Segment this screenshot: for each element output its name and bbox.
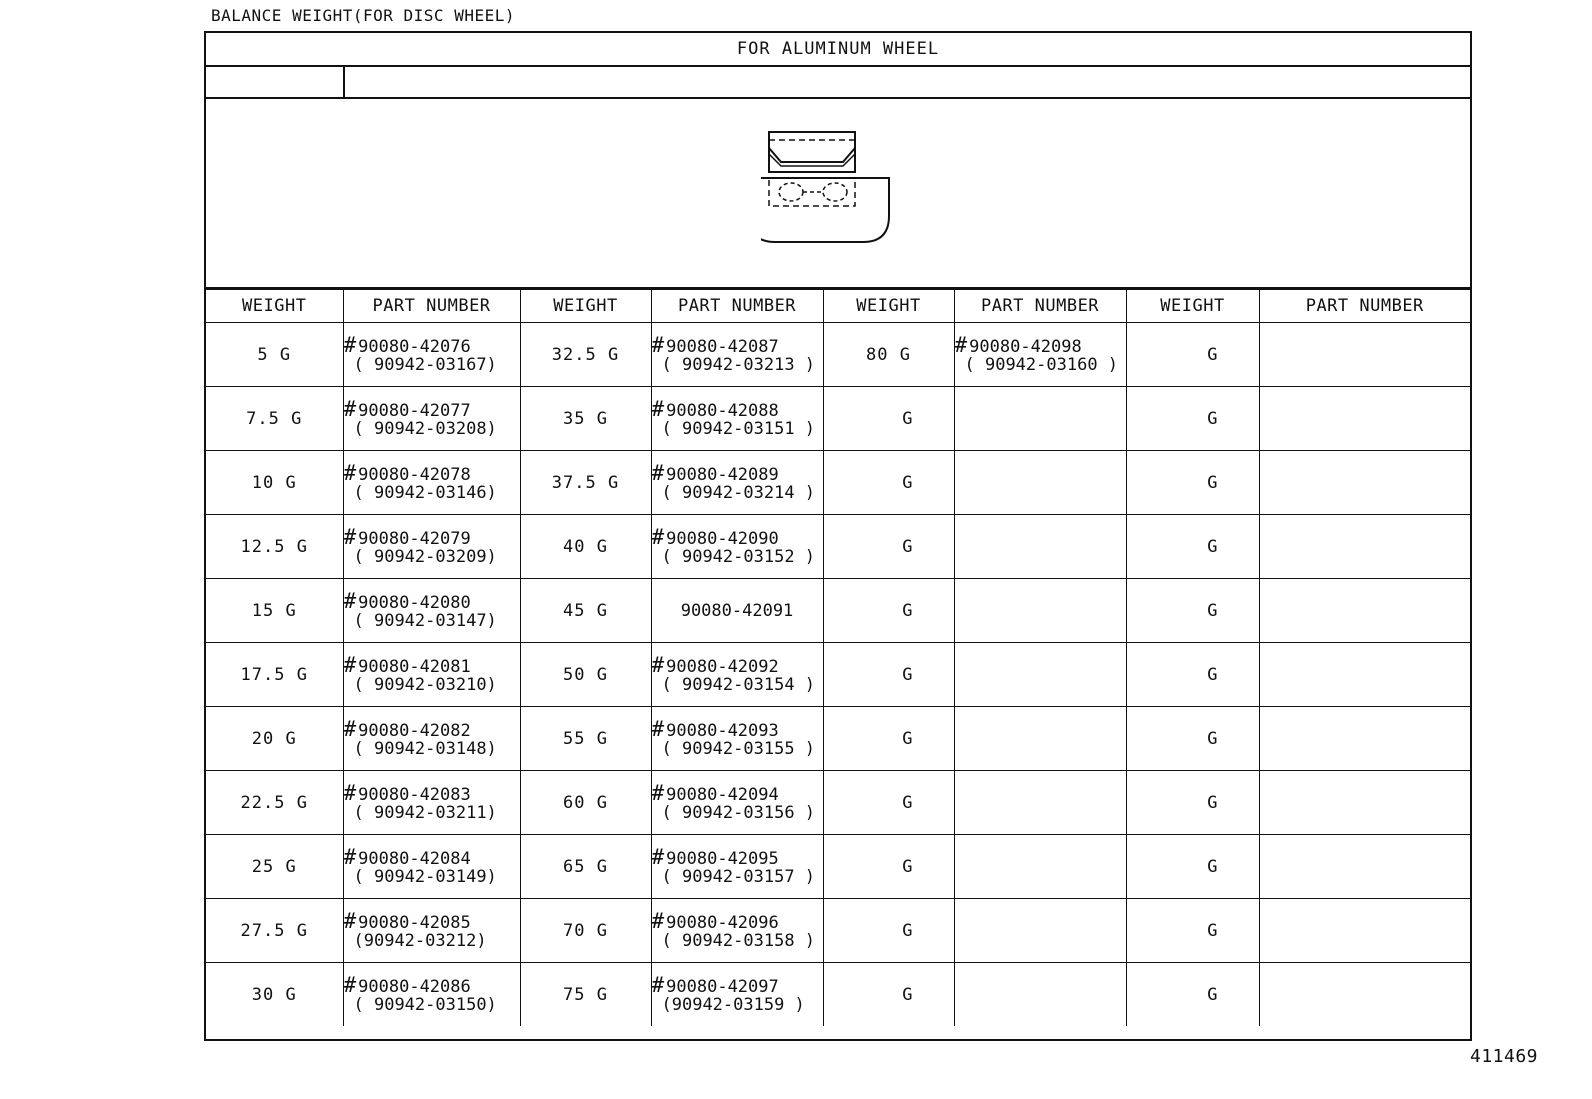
part-number-cell — [651, 515, 823, 579]
part-number-line — [651, 780, 823, 805]
part-number-cell — [343, 515, 520, 579]
alt-part-number: ( 90942-03148) — [353, 738, 497, 759]
alt-part-number: ( 90942-03151 ) — [661, 418, 816, 439]
weight-cell: 25 G — [206, 835, 343, 899]
part-number: 90080-42097 — [666, 976, 779, 997]
balance-weight-clip-icon — [761, 124, 921, 244]
alt-part-number: ( 90942-03147) — [353, 610, 497, 631]
weight-cell: 15 G — [206, 579, 343, 643]
alt-part-number: ( 90942-03155 ) — [661, 738, 816, 759]
part-number: 90080-42095 — [666, 848, 779, 869]
hash-mark: # — [343, 716, 357, 741]
weight-cell: 70 G — [520, 899, 651, 963]
hash-mark: # — [651, 780, 665, 805]
weight-cell: 65 G — [520, 835, 651, 899]
weight-cell: 60 G — [520, 771, 651, 835]
part-number-line — [343, 972, 520, 997]
hash-mark: # — [651, 972, 665, 997]
part-number-cell — [343, 387, 520, 451]
weight-cell: G — [1126, 387, 1259, 451]
part-number-cell — [954, 451, 1126, 515]
part-number-cell — [1259, 323, 1470, 387]
part-number-cell — [343, 451, 520, 515]
weight-cell: 30 G — [206, 963, 343, 1027]
hash-mark: # — [343, 652, 357, 677]
part-number-cell — [651, 771, 823, 835]
part-number-line — [343, 524, 520, 549]
column-header-part-number: PART NUMBER — [651, 290, 823, 323]
part-number-cell — [954, 579, 1126, 643]
part-number-line — [343, 780, 520, 805]
part-number: 90080-42093 — [666, 720, 779, 741]
part-number-line — [343, 588, 520, 613]
weight-cell: 10 G — [206, 451, 343, 515]
part-number-cell — [651, 451, 823, 515]
document-title: BALANCE WEIGHT(FOR DISC WHEEL) — [211, 6, 515, 25]
part-number-cell — [651, 643, 823, 707]
part-number-cell — [954, 707, 1126, 771]
part-number-line — [954, 332, 1126, 357]
part-number-cell — [1259, 515, 1470, 579]
part-number: 90080-42080 — [358, 592, 471, 613]
part-number-cell — [1259, 835, 1470, 899]
alt-part-number: ( 90942-03214 ) — [661, 482, 816, 503]
blank-label-row — [206, 67, 1470, 99]
part-number-cell — [1259, 579, 1470, 643]
part-number: 90080-42084 — [358, 848, 471, 869]
table-row — [206, 579, 1470, 643]
weight-cell: 27.5 G — [206, 899, 343, 963]
part-number-cell — [651, 579, 823, 643]
hash-mark: # — [651, 396, 665, 421]
part-number: 90080-42096 — [666, 912, 779, 933]
part-number-cell — [651, 835, 823, 899]
weight-cell: G — [1126, 899, 1259, 963]
table-row — [206, 835, 1470, 899]
part-number: 90080-42077 — [358, 400, 471, 421]
alt-part-number: ( 90942-03156 ) — [661, 802, 816, 823]
hash-mark: # — [651, 332, 665, 357]
alt-part-number: ( 90942-03160 ) — [964, 354, 1119, 375]
weight-cell: G — [1126, 707, 1259, 771]
hash-mark: # — [343, 524, 357, 549]
alt-part-number: ( 90942-03157 ) — [661, 866, 816, 887]
weight-cell: 55 G — [520, 707, 651, 771]
reference-number: 411469 — [1470, 1046, 1539, 1067]
part-number-cell — [343, 579, 520, 643]
column-header-part-number: PART NUMBER — [954, 290, 1126, 323]
part-number-cell — [343, 963, 520, 1027]
weight-cell: G — [823, 899, 954, 963]
part-number-line — [651, 844, 823, 869]
weight-cell: G — [1126, 771, 1259, 835]
part-number-line — [651, 524, 823, 549]
part-number-cell — [954, 387, 1126, 451]
part-number: 90080-42086 — [358, 976, 471, 997]
table-row — [206, 323, 1470, 387]
part-number-cell — [1259, 771, 1470, 835]
part-number-line — [651, 972, 823, 997]
weight-cell: 37.5 G — [520, 451, 651, 515]
part-number: 90080-42089 — [666, 464, 779, 485]
part-number: 90080-42085 — [358, 912, 471, 933]
weight-cell: G — [1126, 515, 1259, 579]
hash-mark: # — [651, 908, 665, 933]
weight-cell: G — [823, 643, 954, 707]
part-number: 90080-42092 — [666, 656, 779, 677]
part-number: 90080-42083 — [358, 784, 471, 805]
part-number-line — [343, 396, 520, 421]
hash-mark: # — [343, 972, 357, 997]
weight-cell: G — [823, 835, 954, 899]
column-header-part-number: PART NUMBER — [1259, 290, 1470, 323]
weight-cell: G — [823, 451, 954, 515]
part-number: 90080-42091 — [680, 600, 794, 621]
hash-mark: # — [343, 588, 357, 613]
alt-part-number: ( 90942-03154 ) — [661, 674, 816, 695]
part-number-cell — [651, 899, 823, 963]
part-number-line — [651, 908, 823, 933]
part-number-cell — [343, 771, 520, 835]
part-number: 90080-42088 — [666, 400, 779, 421]
part-number-cell — [954, 835, 1126, 899]
table-row — [206, 451, 1470, 515]
hash-mark: # — [651, 652, 665, 677]
part-number-cell — [954, 515, 1126, 579]
part-number-cell — [954, 771, 1126, 835]
hash-mark: # — [651, 460, 665, 485]
balance-weight-table — [206, 289, 1470, 1026]
part-number: 90080-42094 — [666, 784, 779, 805]
weight-cell: 5 G — [206, 323, 343, 387]
weight-cell: 17.5 G — [206, 643, 343, 707]
alt-part-number: (90942-03212) — [353, 930, 487, 951]
part-number: 90080-42098 — [969, 336, 1082, 357]
section-header: FOR ALUMINUM WHEEL — [206, 33, 1470, 67]
part-number-line — [343, 908, 520, 933]
weight-cell: 20 G — [206, 707, 343, 771]
part-number-cell — [343, 835, 520, 899]
weight-cell: 75 G — [520, 963, 651, 1027]
weight-cell: G — [823, 579, 954, 643]
part-number-cell — [1259, 643, 1470, 707]
column-header-part-number: PART NUMBER — [343, 290, 520, 323]
weight-cell: 80 G — [823, 323, 954, 387]
hash-mark: # — [343, 908, 357, 933]
alt-part-number: ( 90942-03213 ) — [661, 354, 816, 375]
alt-part-number: ( 90942-03167) — [353, 354, 497, 375]
alt-part-number: ( 90942-03150) — [353, 994, 497, 1015]
hash-mark: # — [954, 332, 968, 357]
weight-cell: 12.5 G — [206, 515, 343, 579]
blank-row-divider — [343, 67, 345, 97]
column-header-weight: WEIGHT — [823, 290, 954, 323]
part-number-cell — [1259, 451, 1470, 515]
hash-mark: # — [651, 524, 665, 549]
weight-cell: G — [823, 515, 954, 579]
part-number-line — [343, 716, 520, 741]
alt-part-number: ( 90942-03152 ) — [661, 546, 816, 567]
weight-cell: 45 G — [520, 579, 651, 643]
part-number-cell — [954, 643, 1126, 707]
table-body — [206, 323, 1470, 1027]
table-header-row — [206, 290, 1470, 323]
part-number-line — [343, 460, 520, 485]
part-number-cell — [651, 707, 823, 771]
hash-mark: # — [651, 844, 665, 869]
part-number-cell — [343, 899, 520, 963]
part-number-line — [651, 460, 823, 485]
part-number-cell — [343, 707, 520, 771]
weight-cell: G — [823, 771, 954, 835]
alt-part-number: ( 90942-03210) — [353, 674, 497, 695]
table-row — [206, 963, 1470, 1027]
table-row — [206, 515, 1470, 579]
weight-cell: G — [1126, 451, 1259, 515]
part-number: 90080-42078 — [358, 464, 471, 485]
weight-cell: 22.5 G — [206, 771, 343, 835]
hash-mark: # — [651, 716, 665, 741]
part-number: 90080-42081 — [358, 656, 471, 677]
weight-cell: 40 G — [520, 515, 651, 579]
part-number-line — [651, 396, 823, 421]
column-header-weight: WEIGHT — [206, 290, 343, 323]
part-number-line — [343, 844, 520, 869]
part-number-cell — [954, 323, 1126, 387]
table-row — [206, 707, 1470, 771]
part-number-cell — [343, 643, 520, 707]
weight-cell: G — [1126, 835, 1259, 899]
part-number-line — [343, 332, 520, 357]
part-number-cell — [1259, 707, 1470, 771]
part-number-line — [651, 716, 823, 741]
part-number-cell — [954, 963, 1126, 1027]
weight-cell: 7.5 G — [206, 387, 343, 451]
table-row — [206, 771, 1470, 835]
weight-cell: G — [823, 707, 954, 771]
part-number: 90080-42079 — [358, 528, 471, 549]
hash-mark: # — [343, 780, 357, 805]
weight-cell: G — [823, 387, 954, 451]
hash-mark: # — [343, 460, 357, 485]
alt-part-number: ( 90942-03146) — [353, 482, 497, 503]
weight-cell: G — [1126, 579, 1259, 643]
alt-part-number: ( 90942-03209) — [353, 546, 497, 567]
alt-part-number: ( 90942-03149) — [353, 866, 497, 887]
part-number-cell — [343, 323, 520, 387]
part-number: 90080-42087 — [666, 336, 779, 357]
alt-part-number: ( 90942-03208) — [353, 418, 497, 439]
alt-part-number: ( 90942-03158 ) — [661, 930, 816, 951]
part-number-line — [343, 652, 520, 677]
table-row — [206, 643, 1470, 707]
table-row — [206, 387, 1470, 451]
part-number-cell — [651, 387, 823, 451]
part-number: 90080-42076 — [358, 336, 471, 357]
weight-cell: 32.5 G — [520, 323, 651, 387]
part-number-cell — [651, 323, 823, 387]
weight-cell: G — [1126, 963, 1259, 1027]
weight-cell: G — [1126, 323, 1259, 387]
weight-cell: G — [823, 963, 954, 1027]
hash-mark: # — [343, 332, 357, 357]
part-number-cell — [1259, 387, 1470, 451]
weight-cell: G — [1126, 643, 1259, 707]
part-number-cell — [1259, 899, 1470, 963]
part-number-cell — [954, 899, 1126, 963]
part-number-cell — [651, 963, 823, 1027]
part-number: 90080-42082 — [358, 720, 471, 741]
weight-cell: 50 G — [520, 643, 651, 707]
column-header-weight: WEIGHT — [520, 290, 651, 323]
illustration-panel — [206, 99, 1470, 289]
parts-sheet — [204, 31, 1472, 1041]
hash-mark: # — [343, 396, 357, 421]
alt-part-number: (90942-03159 ) — [661, 994, 805, 1015]
part-number: 90080-42090 — [666, 528, 779, 549]
hash-mark: # — [343, 844, 357, 869]
part-number-line — [651, 652, 823, 677]
column-header-weight: WEIGHT — [1126, 290, 1259, 323]
alt-part-number: ( 90942-03211) — [353, 802, 497, 823]
weight-cell: 35 G — [520, 387, 651, 451]
part-number-line — [651, 332, 823, 357]
table-row — [206, 899, 1470, 963]
part-number-cell — [1259, 963, 1470, 1027]
